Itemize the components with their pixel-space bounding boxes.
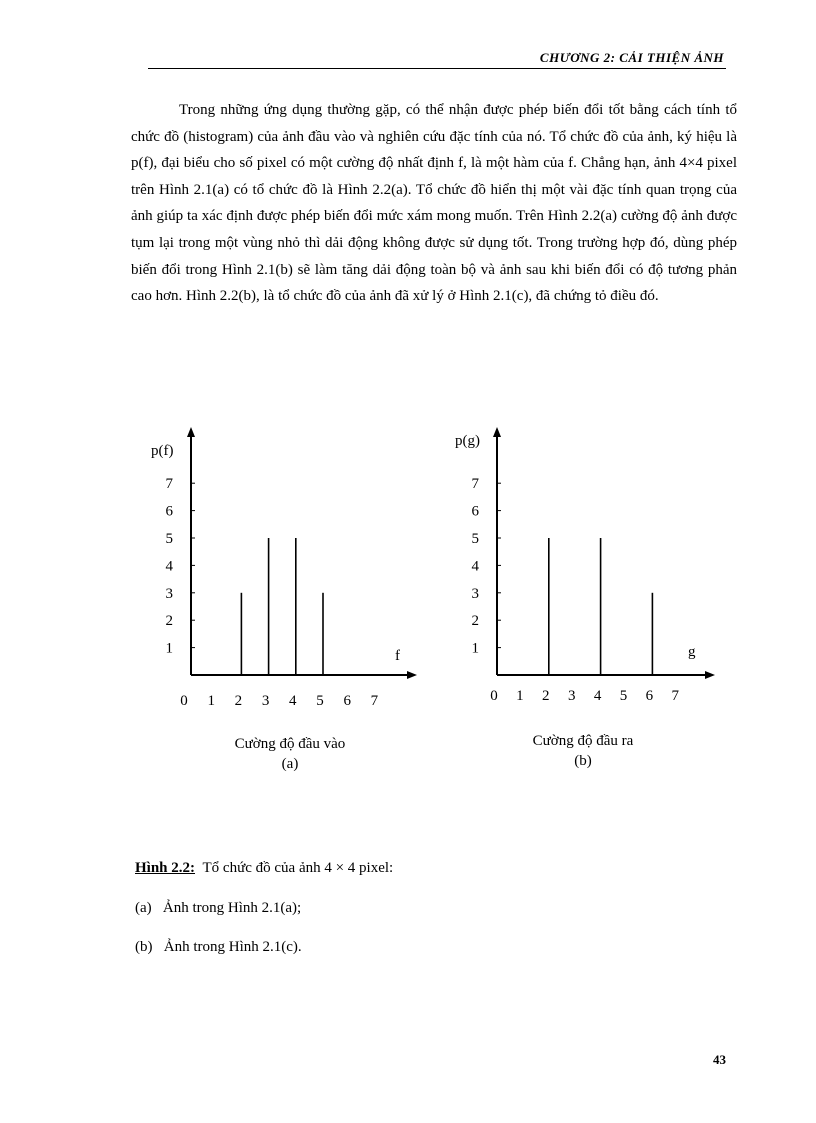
chart-subtitle-b: (b) <box>574 753 592 769</box>
y-tick-label-a: 7 <box>165 476 173 493</box>
body-paragraph: Trong những ứng dụng thường gặp, có thể nhận được phép biến đổi tốt bằng cách tính tổ chức đồ (histogram) của ảnh đầu vào và nghiên cứu đặc tính của nó. Tổ chức đồ của ảnh, ký hiệu là p(f), đại biểu cho số pixel có một cường độ nhất định f, là một hàm của f. Chẳng hạn, ảnh 4×4 pixel trên Hình 2.1(a) có tổ chức đồ là Hình 2.2(a). Tổ chức đồ hiển thị một vài đặc tính quan trọng của ảnh giúp ta xác định được phép biến đổi mức xám mong muốn. Trên Hình 2.2(a) cường độ ảnh được tụm lại trong một vùng nhỏ thì dải động không được sử dụng tốt. Trong trường hợp đó, dùng phép biến đổi trong Hình 2.1(b) sẽ làm tăng dải động toàn bộ và ảnh sau khi biến đổi có độ tương phản cao hơn. Hình 2.2(b), là tổ chức đồ của ảnh đã xử lý ở Hình 2.1(c), đã chứng tỏ điều đó. <box>131 102 737 305</box>
x-tick-label-b: 0 <box>490 688 498 704</box>
x-tick-label-a: 3 <box>261 693 270 709</box>
x-tick-label-a: 1 <box>207 693 215 709</box>
x-tick-label-a: 4 <box>289 693 297 709</box>
y-tick-label-b: 1 <box>471 640 479 657</box>
x-tick-label-b: 6 <box>645 688 654 704</box>
y-tick-label-b: 2 <box>471 613 479 630</box>
x-tick-label-a: 2 <box>234 693 243 709</box>
x-tick-label-a: 5 <box>316 693 324 709</box>
x-tick-label-b: 4 <box>593 688 602 704</box>
y-tick-label-b: 4 <box>471 558 479 575</box>
y-tick-label-a: 2 <box>165 613 173 630</box>
x-axis-label-a: f <box>395 648 400 664</box>
page-number: 43 <box>713 1052 726 1067</box>
y-tick-label-b: 5 <box>471 531 479 547</box>
x-tick-label-b: 1 <box>516 688 524 704</box>
y-axis-label-a: p(f) <box>151 443 174 459</box>
x-tick-label-a: 0 <box>180 693 188 709</box>
x-tick-label-a: 6 <box>343 693 351 709</box>
y-tick-label-a: 3 <box>165 585 173 602</box>
y-tick-label-b: 6 <box>471 503 479 520</box>
y-tick-label-a: 6 <box>165 503 173 520</box>
caption-item-a: (a) Ảnh trong Hình 2.1(a); <box>135 900 302 916</box>
caption-label: Hình 2.2: <box>135 860 196 876</box>
x-tick-label-b: 5 <box>619 688 628 704</box>
chapter-header-title: CHƯƠNG 2: CẢI THIỆN ẢNH <box>539 50 724 65</box>
y-tick-label-b: 7 <box>471 476 479 493</box>
x-tick-label-b: 2 <box>542 688 550 704</box>
chart-subtitle-a: (a) <box>281 756 299 772</box>
y-tick-label-a: 4 <box>165 558 173 575</box>
y-tick-label-a: 1 <box>165 640 173 657</box>
x-axis-label-b: g <box>688 644 696 660</box>
y-tick-label-a: 5 <box>165 531 173 547</box>
chart-title-b: Cường độ đầu ra <box>532 733 634 749</box>
x-tick-label-b: 7 <box>671 688 680 704</box>
y-axis-label-b: p(g) <box>455 433 480 449</box>
figure-caption <box>135 860 393 877</box>
caption-text: Tổ chức đồ của ảnh 4 × 4 pixel: <box>202 860 394 876</box>
chart-title-a: Cường độ đầu vào <box>234 736 346 752</box>
x-tick-label-b: 3 <box>567 688 576 704</box>
y-tick-label-b: 3 <box>471 585 479 602</box>
caption-item-b: (b) Ảnh trong Hình 2.1(c). <box>135 939 302 955</box>
x-tick-label-a: 7 <box>370 693 379 709</box>
